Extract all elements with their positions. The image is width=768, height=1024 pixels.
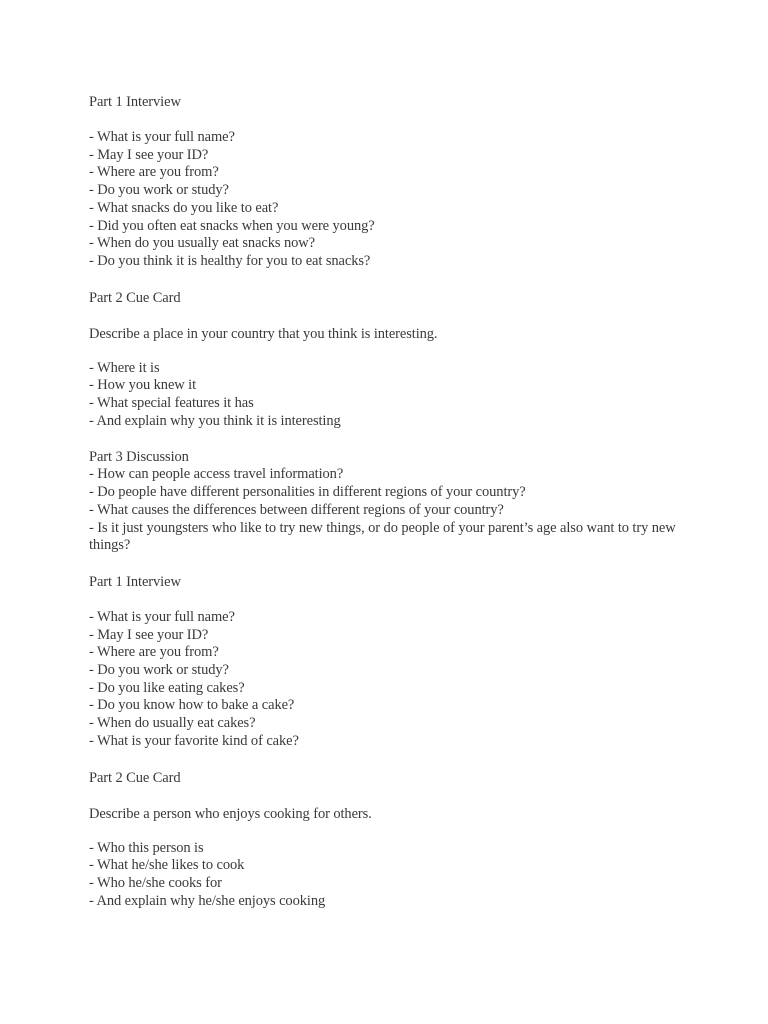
cue-card-point: - Where it is — [89, 359, 160, 376]
question-item: - What snacks do you like to eat? — [89, 199, 279, 216]
cue-card-point: - And explain why you think it is interesting — [89, 412, 341, 429]
question-item: - Do you like eating cakes? — [89, 679, 245, 696]
cue-card-point: - What he/she likes to cook — [89, 857, 245, 874]
question-item: - Do you work or study? — [89, 182, 229, 199]
section-title-part1-interview: Part 1 Interview — [89, 94, 181, 110]
cue-card-point: - How you knew it — [89, 377, 197, 394]
question-item: - Do people have different personalities in different regions of your country? — [89, 484, 526, 501]
question-item: - May I see your ID? — [89, 626, 209, 643]
question-item: - May I see your ID? — [89, 146, 209, 163]
cue-card-prompt: Describe a place in your country that you think is interesting. — [89, 325, 438, 342]
document-content — [89, 93, 709, 910]
section-title-part2-cue-card: Part 2 Cue Card — [89, 769, 181, 786]
cue-card-point: - Who this person is — [89, 839, 204, 856]
cue-card-point: - And explain why he/she enjoys cooking — [89, 892, 326, 909]
cue-card-prompt: Describe a person who enjoys cooking for others. — [89, 805, 372, 822]
question-item: - Did you often eat snacks when you were young? — [89, 217, 375, 234]
question-item: - How can people access travel information? — [89, 466, 344, 483]
question-item: - Where are you from? — [89, 164, 219, 181]
cue-card-point: - What special features it has — [89, 395, 254, 412]
question-item: - Do you think it is healthy for you to eat snacks? — [89, 252, 371, 269]
section-title-part1-interview: Part 1 Interview — [89, 573, 181, 590]
question-item: - Do you know how to bake a cake? — [89, 697, 295, 714]
question-item: - When do you usually eat snacks now? — [89, 235, 315, 252]
question-item: - What causes the differences between different regions of your country? — [89, 501, 504, 518]
question-item: - What is your full name? — [89, 608, 235, 625]
section-title-part2-cue-card: Part 2 Cue Card — [89, 289, 181, 306]
question-item: - When do usually eat cakes? — [89, 715, 256, 732]
question-item: - Is it just youngsters who like to try new things, or do people of your parent’s age also want to try new things? — [89, 519, 676, 554]
question-item: - Do you work or study? — [89, 662, 229, 679]
section-title-part3-discussion: Part 3 Discussion — [89, 449, 189, 466]
cue-card-point: - Who he/she cooks for — [89, 874, 222, 891]
question-item: - What is your full name? — [89, 129, 235, 145]
question-item: - What is your favorite kind of cake? — [89, 732, 299, 749]
question-item: - Where are you from? — [89, 644, 219, 661]
